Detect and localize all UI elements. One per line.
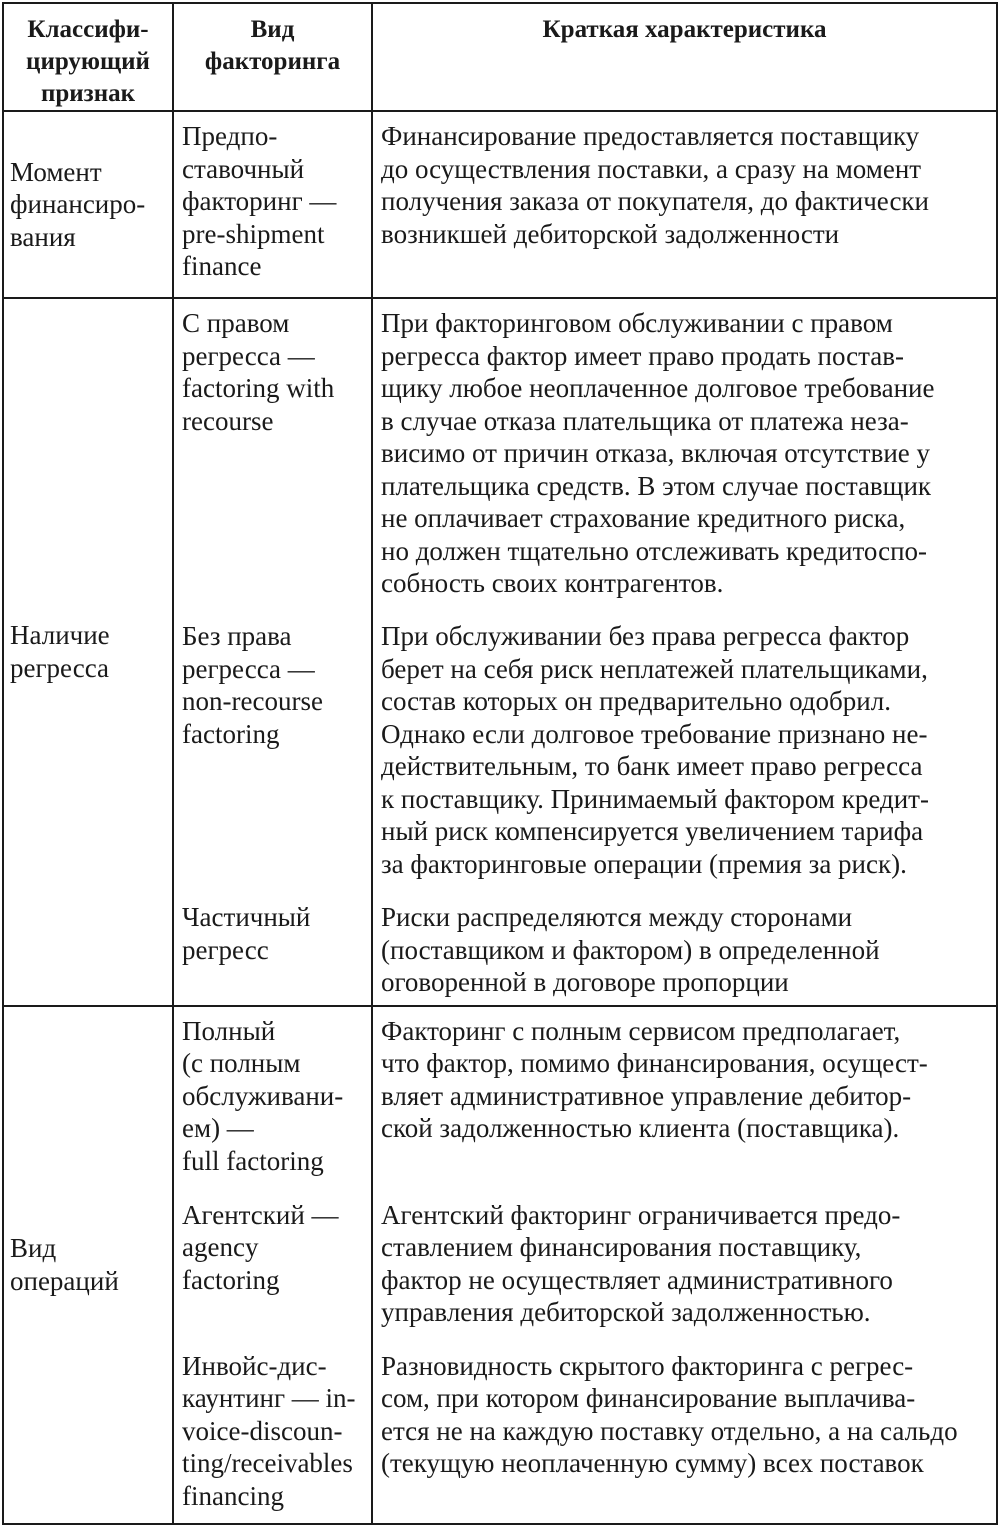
criterion-cell: Момент финансиро- вания — [3, 111, 173, 298]
header-classifying-criterion: Классифи- цирующий признак — [3, 3, 173, 111]
description-cell — [372, 1006, 997, 1524]
factoring-kind: Инвойс-дис- каунтинг — in- voice-discoun- ting/receivables financing — [182, 1350, 356, 1511]
factoring-kind: Предпо- ставочный факторинг — pre-shipment finance — [182, 121, 337, 281]
kind-cell — [173, 111, 372, 298]
factoring-description: Разновидность скрытого факторинга с регрес- сом, при котором финансирование выплачива- ется не на каждую поставку отдельно, а на сальдо (текущую неоплаченную сумму) всех поставок — [381, 1350, 958, 1478]
factoring-description: Факторинг с полным сервисом предполагает, что фактор, помимо финансирования, осущест- вляет административное управление дебитор- ской задолженностью клиента (поставщика). — [381, 1015, 928, 1143]
factoring-description: При факторинговом обслуживании с правом регресса фактор имеет право продать постав- щику любое неоплаченное долговое требование в случае отказа плательщика от платежа неза- висимо от причин отказа, включая отсутствие у плательщика средств. В этом случае поставщик не оплачивает страхование кредитного риска, но должен тщательно отслеживать кредитоспо- собность своих контрагентов. — [381, 308, 935, 598]
description-cell — [372, 298, 997, 1006]
table-row — [3, 111, 997, 298]
criterion-cell: Вид операций — [3, 1006, 173, 1524]
factoring-description: При обслуживании без права регресса фактор берет на себя риск неплатежей плательщиками, состав которых он предварительно одобрил. Однако если долговое требование признано не- действительным, то банк имеет право регресса к поставщику. Принимаемый фактором кредит- ный риск компенсируется увеличением тарифа за факторинговые операции (премия за риск). — [381, 621, 929, 879]
factoring-kind: Без права регресса — non-recourse factoring — [182, 621, 323, 749]
table-row — [3, 298, 997, 1006]
header-factoring-type: Вид факторинга — [173, 3, 372, 111]
header-brief-description: Краткая характеристика — [372, 3, 997, 111]
factoring-kind: Агентский — agency factoring — [182, 1199, 339, 1295]
criterion-cell: Наличие регресса — [3, 298, 173, 1006]
header-row — [3, 3, 997, 111]
factoring-kind: Полный (с полным обслуживани- ем) — full factoring — [182, 1015, 344, 1176]
kind-cell — [173, 1006, 372, 1524]
table-row — [3, 1006, 997, 1524]
factoring-kind: С правом регресса — factoring with recourse — [182, 308, 335, 436]
kind-cell — [173, 298, 372, 1006]
factoring-description: Финансирование предоставляется поставщику до осуществления поставки, а сразу на момент получения заказа от покупателя, до фактически возникшей дебиторской задолженности — [381, 121, 929, 249]
description-cell — [372, 111, 997, 298]
factoring-description: Риски распределяются между сторонами (поставщиком и фактором) в определенной оговоренной в договоре пропорции — [381, 902, 880, 997]
factoring-table — [2, 2, 998, 1525]
factoring-kind: Частичный регресс — [182, 902, 311, 965]
factoring-description: Агентский факторинг ограничивается предо- ставлением финансирования поставщику, фактор не осуществляет административного управления дебиторской задолженностью. — [381, 1199, 901, 1327]
